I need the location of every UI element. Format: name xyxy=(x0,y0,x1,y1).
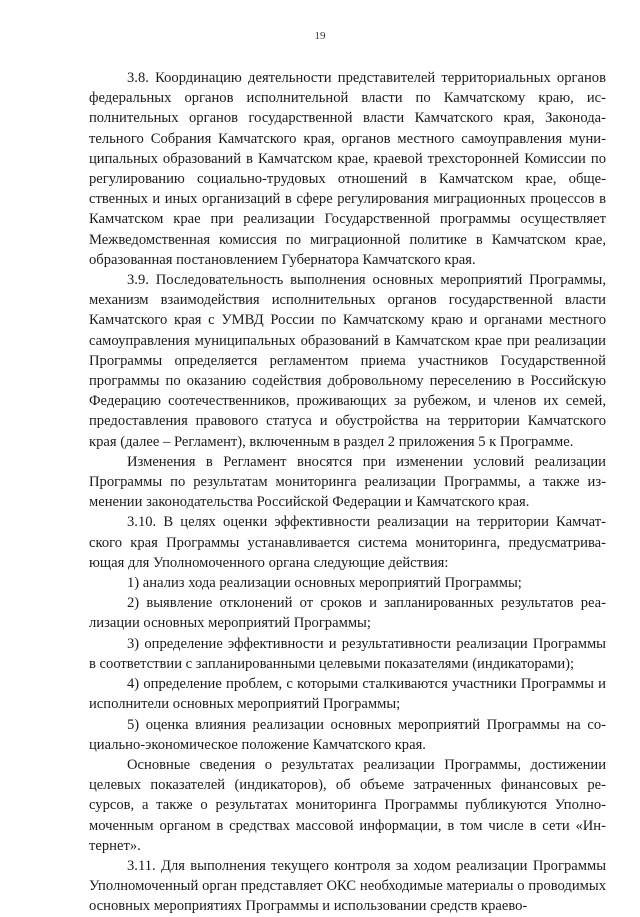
list-item-2: 2) выявление отклонений от сроков и запланированных результатов реализации основных мероприятий Программы; xyxy=(89,595,606,632)
paragraph-3-9: 3.9. Последовательность выполнения основных мероприятий Программы, механизм взаимодействия исполнительных органов государственной власти Камчатского края с УМВД России по Камчатскому краю и органами местного самоуправления муниципальных образований в Камчатском крае при реализации Программы определяется регламентом приема участников Государственной программы по оказанию содействия добровольному переселению в Российскую Федерацию соотечественников, проживающих за рубежом, и членов их семей, предоставления правового статуса и обустройства на территории Камчатского края (далее – Регламент), включенным в раздел 2 приложения 5 к Программе. xyxy=(89,272,606,450)
list-item-1: 1) анализ хода реализации основных мероприятий Программы; xyxy=(127,575,522,592)
document-body xyxy=(89,68,606,917)
page-number: 19 xyxy=(314,30,326,42)
paragraph-3-11: 3.11. Для выполнения текущего контроля за ходом реализации Программы Уполномоченный орган представляет ОКС необходимые материалы о проводимых основных мероприятиях Программы и использовании средств краево- xyxy=(89,857,606,915)
paragraph-3-8: 3.8. Координацию деятельности представителей территориальных органов федеральных органов исполнительной власти по Камчатскому краю, исполнительных органов государственной власти Камчатского края, Законодательного Собрания Камчатского края, органов местного самоуправления муниципальных образований в Камчатском крае, краевой трехсторонней Комиссии по регулированию социально-трудовых отношений в Камчатском крае, общественных и иных организаций в сфере регулирования миграционных процессов в Камчатском крае при реализации Государственной программы осуществляет Межведомственная комиссия по миграционной политике в Камчатском крае, образованная постановлением Губернатора Камчатского края. xyxy=(89,70,606,268)
paragraph-regulation-changes: Изменения в Регламент вносятся при изменении условий реализации Программы по результатам мониторинга реализации Программы, а также изменении законодательства Российской Федерации и Камчатского края. xyxy=(89,453,606,511)
paragraph-3-10: 3.10. В целях оценки эффективности реализации на территории Камчатского края Программы устанавливается система мониторинга, предусматривающая для Уполномоченного органа следующие действия: xyxy=(89,514,606,571)
list-item-5: 5) оценка влияния реализации основных мероприятий Программы на социально-экономическое положение Камчатского края. xyxy=(89,716,606,753)
paragraph-main-results: Основные сведения о результатах реализации Программы, достижении целевых показателей (индикаторов), об объеме затраченных финансовых ресурсов, а также о результатах мониторинга Программы публикуются Уполномоченным органом в средствах массовой информации, в том числе в сети «Интернет». xyxy=(89,756,606,854)
list-item-3: 3) определение эффективности и результативности реализации Программы в соответствии с запланированными целевыми показателями (индикаторами); xyxy=(89,635,606,672)
list-item-4: 4) определение проблем, с которыми сталкиваются участники Программы и исполнители основных мероприятий Программы; xyxy=(89,676,606,713)
